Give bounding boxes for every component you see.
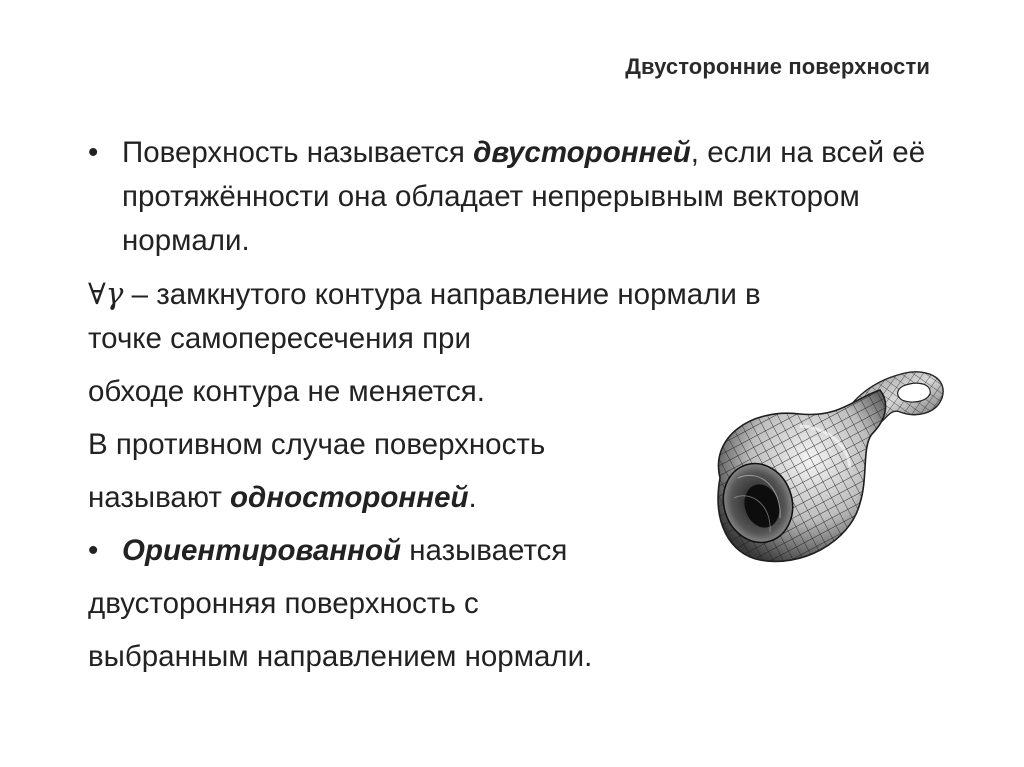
text: – замкнутого контура направление нормали в (123, 278, 761, 311)
text: точке самопересечения при (88, 322, 471, 355)
definition-two-sided (88, 131, 948, 263)
klein-bottle-figure (690, 328, 960, 598)
term-oriented: Ориентированной (122, 534, 402, 567)
text: , если на всей её протяжённости она обладает непрерывным вектором нормали. (122, 136, 926, 257)
text: называется (401, 534, 568, 567)
term-one-sided: односторонней (230, 481, 469, 514)
text: Поверхность называется (122, 136, 474, 169)
bullet: • (88, 136, 99, 169)
text-line: В противном случае поверхность (88, 428, 546, 461)
forall-gamma-symbol: ∀γ (88, 277, 124, 311)
slide-title: Двусторонние поверхности (625, 54, 930, 79)
text: называют (88, 481, 231, 514)
term-two-sided: двусторонней (473, 136, 691, 169)
text-line: двусторонняя поверхность с (88, 587, 479, 620)
text-line: выбранным направлением нормали. (88, 640, 593, 673)
text: . (468, 481, 477, 514)
bullet: • (88, 534, 99, 567)
text-line: обходе контура не меняется. (88, 375, 485, 408)
